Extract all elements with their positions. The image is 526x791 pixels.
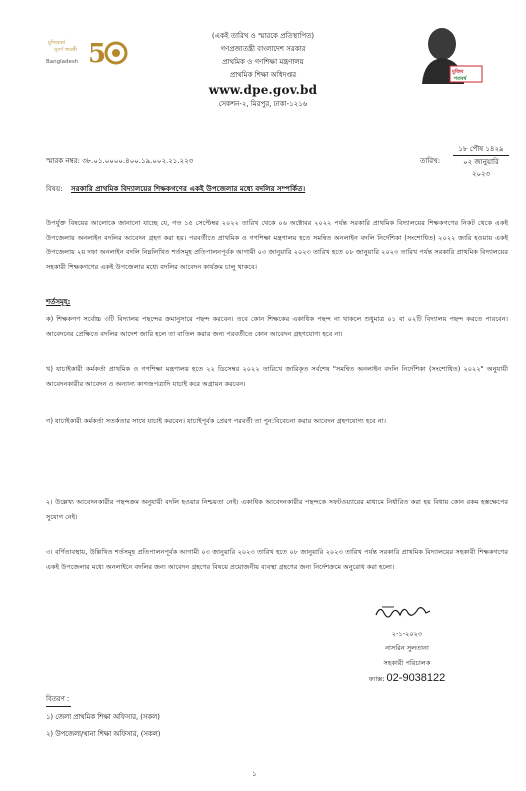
svg-text:Bangladesh: Bangladesh	[46, 59, 79, 65]
ministry-name: প্রাথমিক ও গণশিক্ষা মন্ত্রণালয়	[222, 58, 304, 66]
condition-kha: খ) যাচাইকারী কর্মকর্তা প্রাথমিক ও গণশিক্ষা মন্ত্রণালয় হতে ২২ ডিসেম্বর ২০২২ তারিখে জারিকৃত সর্বশেষ "সমন্বিত অনলাইন বদলি নির্দেশিকা (সংশোধিত) ২০২২" অনুযায়ী আবেদনকারীর আবেদন ও অন্যান্য কাগজপত্রাদি যাচাই করে অগ্রায়ন করবেন।	[46, 365, 508, 388]
signature-date: ২-১-২০২৩	[391, 630, 423, 638]
subject-text: সরকারি প্রাথমিক বিদ্যালয়ের শিক্ষকগণের একই উপজেলার মধ্যে বদলির সম্পর্কিত।	[70, 184, 306, 193]
handwritten-signature	[372, 601, 434, 623]
memo-value: ৩৮.০১.০০০০.৪০০.১৯.০০২.২১.২২৩	[82, 157, 194, 165]
distribution-heading	[46, 692, 71, 707]
memo-label: স্মারক নম্বর:	[46, 157, 80, 165]
fax-line	[352, 671, 462, 687]
date-block	[453, 143, 509, 180]
svg-text:সুবর্ণ জয়ন্তী: সুবর্ণ জয়ন্তী	[54, 47, 77, 53]
subject-line	[46, 183, 516, 195]
paragraph-2: ২। উল্লেখ্য আবেদনকারীর পছন্দক্রম অনুযায়ী বদলি হওয়ার নিশ্চয়তা নেই। একাধিক আবেদনকারীর পছন্দকে সফটওয়্যারের মাধ্যমে নির্ধারিত করা হয় বিধায় কোন রকম হস্তক্ষেপের সুযোগ নেই।	[46, 498, 508, 521]
intro-paragraph: উপর্যুক্ত বিষয়ের আলোকে জানানো যাচ্ছে যে, গত ১৫ সেপ্টেম্বর ২০২২ তারিখ থেকে ০৬ অক্টোবর ২০২২ পর্যন্ত সরকারি প্রাথমিক বিদ্যালয়ের শিক্ষকগণের নিকট থেকে একই উপজেলায় অনলাইন বদলির আবেদন গ্রহণ করা হয়। পরবর্তীতে প্রাথমিক ও গণশিক্ষা মন্ত্রণালয় হতে সমন্বিত অনলাইন বদলি নির্দেশিকা (সংশোধিত) ২০২২ জারি হওয়ায় একই উপজেলায় ২য় দফা অনলাইন বদলি নিম্নলিখিত শর্তসমূহ প্রতিপালনপূর্বক আগামী ০৩ জানুয়ারি ২০২৩ তারিখ হতে ০৮ জানুয়ারি ২০২৩ তারিখ পর্যন্ত সরকারি প্রাথমিক বিদ্যালয়ের সহকারী শিক্ষকগণের একই উপজেলার মধ্যে বদলির আবেদন কার্যক্রম চালু থাকবে।	[46, 219, 508, 271]
mujib-centenary-logo	[412, 22, 484, 88]
condition-ka: ক) শিক্ষকগণ সর্বোচ্চ ৩টি বিদ্যালয় পছন্দের ক্রমানুসারে পছন্দ করবেন। তবে কোন শিক্ষকের একাধিক পছন্দ না থাকলে শুধুমাত্র ০১ বা ০২টি বিদ্যালয় পছন্দ করতে পারবেন। আবেদনের প্রেক্ষিতে বদলির আদেশ জারি হলে তা বাতিল করার জন্য পরবর্তীতে কোন আবেদন গ্রহণযোগ্য হবে না।	[46, 315, 508, 338]
letterhead	[140, 30, 386, 111]
svg-text:মুজিববর্ষ: মুজিববর্ষ	[48, 40, 66, 46]
signatory-name: নাসরিন সুলতানা	[385, 644, 429, 652]
date-label: তারিখ:	[420, 157, 441, 165]
svg-text:শতবর্ষ: শতবর্ষ	[454, 76, 467, 82]
distribution-item-1: ১) জেলা প্রাথমিক শিক্ষা অফিসার, (সকল)	[46, 713, 160, 721]
condition-ga: গ) যাচাইকারী কর্মকর্তা সতর্কতার সাথে যাচাই করবেন। যাচাইপূর্বক প্রেরণ পরবর্তী তা পুন:বিবেচনা করার আবেদন গ্রহণযোগ্য হবে না।	[46, 417, 387, 425]
office-address: সেকশন-২, মিরপুর, ঢাকা-১২১৬	[218, 100, 308, 108]
date-english: ০২ জানুয়ারি ২০২৩	[463, 158, 499, 178]
department-name: প্রাথমিক শিক্ষা অধিদপ্তর	[229, 71, 297, 79]
fax-number: 02-9038122	[386, 672, 446, 684]
golden-jubilee-logo	[42, 30, 134, 78]
conditions-heading: শর্তসমূহ:	[46, 298, 71, 306]
distribution-label: বিতরণ :	[46, 692, 71, 707]
website-link[interactable]: www.dpe.gov.bd	[208, 83, 318, 97]
signatory-designation: সহকারী পরিচালক	[383, 659, 431, 667]
fax-label: ফ্যাক্স:	[368, 675, 385, 683]
svg-text:মুজিব: মুজিব	[452, 69, 464, 75]
distribution-item-2: ২) উপজেলা/থানা শিক্ষা অফিসার, (সকল)	[46, 730, 161, 738]
subject-label: বিষয়:	[46, 184, 63, 193]
government-name: গণপ্রজাতন্ত্রী বাংলাদেশ সরকার	[220, 45, 306, 53]
svg-text:5: 5	[88, 39, 107, 69]
page-number: ১	[252, 770, 257, 778]
paragraph-3: ৩। বর্ণিতাবস্থায়, উল্লিখিত শর্তসমূহ প্রতিপালনপূর্বক আগামী ০৩ জানুয়ারি ২০২৩ তারিখ হতে ০৮ জানুয়ারি ২০২৩ তারিখ পর্যন্ত সরকারি প্রাথমিক বিদ্যালয়ের সহকারী শিক্ষকগণের একই উপজেলার মধ্যে অনলাইনে বদলির জন্য আবেদন গ্রহণের বিষয়ে প্রয়োজনীয় ব্যবস্থা গ্রহণের জন্য নির্দেশক্রমে অনুরোধ করা হলো।	[46, 548, 508, 571]
replacement-note: (একই তারিখ ও স্মারকে প্রতিস্থাপিত)	[211, 32, 315, 40]
memo-number	[46, 155, 193, 167]
date-bangla: ১৮ পৌষ ১৪২৯	[453, 143, 509, 156]
